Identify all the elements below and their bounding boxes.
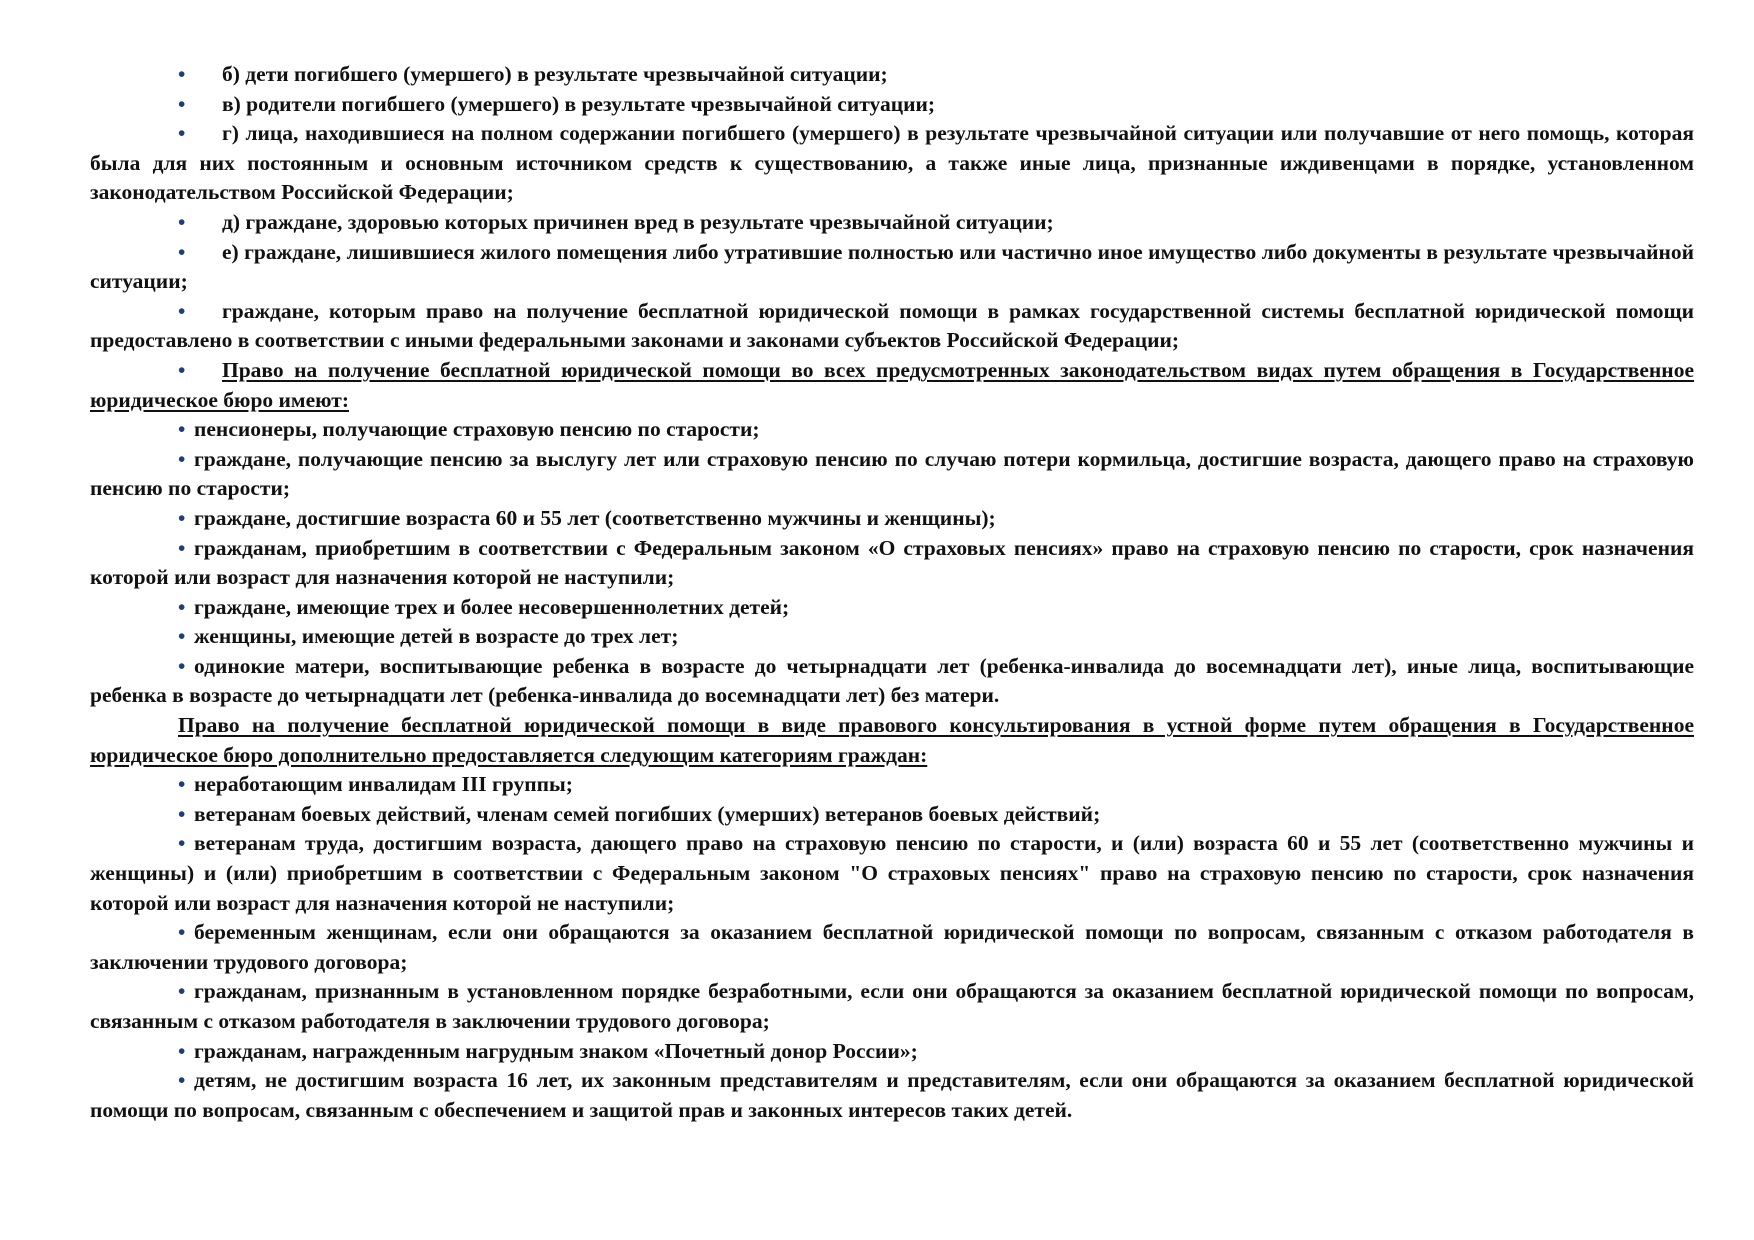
list-item bbox=[90, 208, 1694, 238]
bullet-icon: • bbox=[178, 446, 186, 471]
list-item-text: гражданам, признанным в установленном порядке безработными, если они обращаются за оказанием бесплатной юридической помощи по вопросам, связанным с отказом работодателя в заключении трудового договора; bbox=[90, 979, 1694, 1033]
list-item-text: е) граждане, лишившиеся жилого помещения либо утратившие полностью или частично иное имущество либо документы в результате чрезвычайной ситуации; bbox=[90, 239, 1694, 294]
list-item-text: г) лица, находившиеся на полном содержании погибшего (умершего) в результате чрезвычайной ситуации или получавшие от него помощь, которая была для них постоянным и основным источником средств к существованию, а также иные лица, признанные иждивенцами в порядке, установленном законодательством Российской Федерации; bbox=[90, 121, 1694, 205]
bullet-icon: • bbox=[178, 298, 186, 323]
bullet-icon: • bbox=[178, 121, 186, 146]
list-item bbox=[90, 415, 1694, 445]
list-item-text: д) граждане, здоровью которых причинен вред в результате чрезвычайной ситуации; bbox=[222, 209, 1054, 234]
bullet-icon: • bbox=[178, 417, 186, 442]
section-heading-text: Право на получение бесплатной юридической помощи в виде правового консультирования в устной форме путем обращения в Государственное юридическое бюро дополнительно предоставляется следующим категориям граждан: bbox=[90, 713, 1694, 767]
list-item bbox=[90, 770, 1694, 800]
list-item-text: одинокие матери, воспитывающие ребенка в возрасте до четырнадцати лет (ребенка-инвалида до восемнадцати лет), иные лица, воспитывающие ребенка в возрасте до четырнадцати лет (ребенка-инвалида до восемнадцати лет) без матери. bbox=[90, 653, 1694, 708]
list-item bbox=[90, 800, 1694, 830]
bullet-icon: • bbox=[178, 920, 186, 945]
list-item-text: женщины, имеющие детей в возрасте до трех лет; bbox=[194, 624, 679, 649]
list-item-text: в) родители погибшего (умершего) в результате чрезвычайной ситуации; bbox=[222, 91, 936, 116]
section-heading bbox=[90, 356, 1694, 415]
list-item bbox=[90, 90, 1694, 120]
list-item-text: неработающим инвалидам III группы; bbox=[194, 772, 573, 797]
list-item bbox=[90, 504, 1694, 534]
list-item bbox=[90, 60, 1694, 90]
list-item-text: ветеранам труда, достигшим возраста, дающего право на страховую пенсию по старости, и (или) возраста 60 и 55 лет (соответственно мужчины и женщины) и (или) приобретшим в соответствии с Федеральным законом "О страховых пенсиях" право на страховую пенсию по старости, срок назначения которой или возраст для назначения которой не наступили; bbox=[90, 831, 1694, 915]
list-item bbox=[90, 652, 1694, 711]
list-item bbox=[90, 829, 1694, 918]
list-item bbox=[90, 119, 1694, 208]
document-page bbox=[90, 60, 1694, 1125]
bullet-icon: • bbox=[178, 357, 186, 382]
bullet-icon: • bbox=[178, 979, 186, 1004]
list-item-text: граждане, которым право на получение бесплатной юридической помощи в рамках государственной системы бесплатной юридической помощи предоставлено в соответствии с иными федеральными законами и законами субъектов Российской Федерации; bbox=[90, 298, 1694, 353]
list-item bbox=[90, 977, 1694, 1036]
bullet-icon: • bbox=[178, 91, 186, 116]
bullet-icon: • bbox=[178, 624, 186, 649]
list-item-text: пенсионеры, получающие страховую пенсию по старости; bbox=[194, 417, 760, 442]
list-item bbox=[90, 534, 1694, 593]
list-item-text: граждане, достигшие возраста 60 и 55 лет (соответственно мужчины и женщины); bbox=[194, 505, 996, 530]
list-item bbox=[90, 1066, 1694, 1125]
list-item-text: граждане, получающие пенсию за выслугу лет или страховую пенсию по случаю потери кормильца, достигшие возраста, дающего право на страховую пенсию по старости; bbox=[90, 446, 1694, 501]
bullet-icon: • bbox=[178, 831, 186, 856]
list-item-text: ветеранам боевых действий, членам семей погибших (умерших) ветеранов боевых действий; bbox=[194, 801, 1101, 826]
list-item bbox=[90, 297, 1694, 356]
list-item bbox=[90, 1037, 1694, 1067]
list-item bbox=[90, 445, 1694, 504]
bullet-icon: • bbox=[178, 505, 186, 530]
section-heading bbox=[90, 711, 1694, 770]
list-item bbox=[90, 593, 1694, 623]
bullet-icon: • bbox=[178, 209, 186, 234]
list-item-text: б) дети погибшего (умершего) в результате чрезвычайной ситуации; bbox=[222, 62, 888, 86]
list-item-text: гражданам, приобретшим в соответствии с Федеральным законом «О страховых пенсиях» право на страховую пенсию по старости, срок назначения которой или возраст для назначения которой не наступили; bbox=[90, 535, 1694, 590]
bullet-icon: • bbox=[178, 801, 186, 826]
bullet-icon: • bbox=[178, 653, 186, 678]
section-heading-text: Право на получение бесплатной юридической помощи во всех предусмотренных законодательством видах путем обращения в Государственное юридическое бюро имеют: bbox=[90, 357, 1694, 412]
bullet-icon: • bbox=[178, 594, 186, 619]
bullet-icon: • bbox=[178, 1068, 186, 1093]
list-item-text: детям, не достигшим возраста 16 лет, их законным представителям и представителям, если они обращаются за оказанием бесплатной юридической помощи по вопросам, связанным с обеспечением и защитой прав и законных интересов таких детей. bbox=[90, 1068, 1694, 1122]
list-item bbox=[90, 622, 1694, 652]
list-item bbox=[90, 918, 1694, 977]
bullet-icon: • bbox=[178, 772, 186, 797]
bullet-icon: • bbox=[178, 535, 186, 560]
list-item-text: беременным женщинам, если они обращаются за оказанием бесплатной юридической помощи по вопросам, связанным с отказом работодателя в заключении трудового договора; bbox=[90, 920, 1694, 974]
bullet-icon: • bbox=[178, 62, 186, 86]
list-item-text: граждане, имеющие трех и более несовершеннолетних детей; bbox=[194, 594, 790, 619]
bullet-icon: • bbox=[178, 1038, 186, 1063]
list-item-text: гражданам, награжденным нагрудным знаком «Почетный донор России»; bbox=[194, 1038, 918, 1063]
list-item bbox=[90, 238, 1694, 297]
bullet-icon: • bbox=[178, 239, 186, 264]
